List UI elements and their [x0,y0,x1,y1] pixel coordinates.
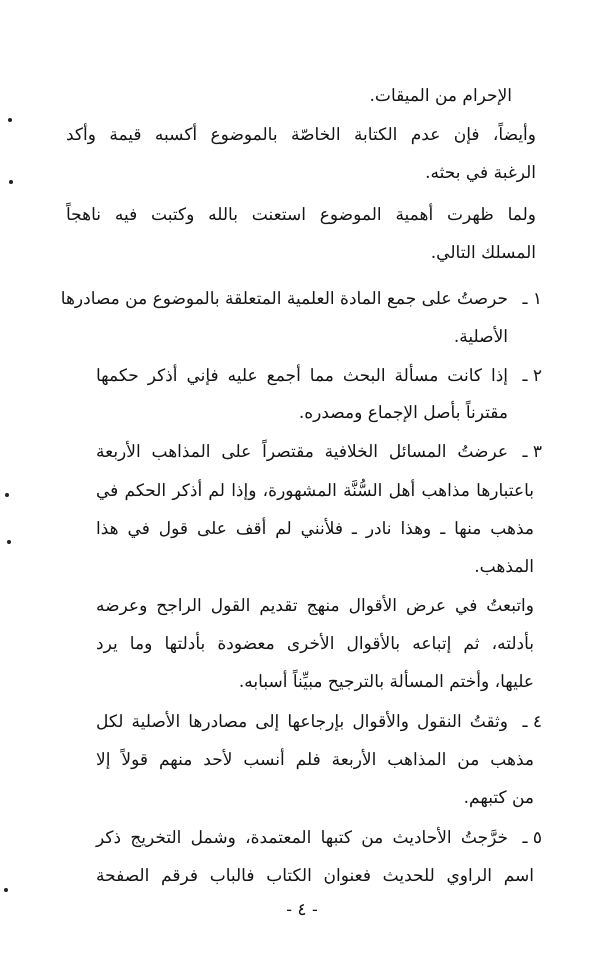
list-item-number: ٣ ـ [522,442,542,462]
text-line: المذهب. [474,557,534,577]
scan-speck [7,540,11,544]
text-line: وأيضاً، فإن عدم الكتابة الخاصّة بالموضوع أكسبه قيمة وأكد [66,125,536,145]
text-line: من كتبهم. [463,788,534,808]
scan-speck [9,180,13,184]
text-line: عليها، وأختم المسألة بالترجيح مبيِّناً أسبابه. [238,672,534,692]
scan-speck [8,118,12,122]
text-line: وثقتُ النقول والأقوال بإرجاعها إلى مصادرها الأصلية لكل [96,712,508,732]
text-line: عرضتُ المسائل الخلافية مقتصراً على المذاهب الأربعة [96,442,508,462]
text-line: مذهب منها ـ وهذا نادر ـ فلأنني لم أقف على قول في هذا [96,519,534,539]
text-line: الأصلية. [453,327,508,347]
text-line: واتبعتُ في عرض الأقوال منهج تقديم القول الراجح وعرضه [96,596,534,616]
text-line: مقترناً بأصل الإجماع ومصدره. [298,403,508,423]
text-line: حرصتُ على جمع المادة العلمية المتعلقة بالموضوع من مصادرها [60,289,508,309]
text-line: المسلك التالي. [430,243,536,263]
text-line: ولما ظهرت أهمية الموضوع استعنت بالله وكتبت فيه ناهجاً [66,205,536,225]
text-line: الإحرام من الميقات. [369,86,512,106]
text-line: خرَّجتُ الأحاديث من كتبها المعتمدة، وشمل التخريج ذكر [96,828,508,848]
list-item-number: ٤ ـ [522,712,542,732]
list-item-number: ١ ـ [522,289,542,309]
text-line: بأدلته، ثم إتباعه بالأقوال الأخرى معضودة بأدلتها وما يرد [96,634,534,654]
text-line: مذهب من المذاهب الأربعة فلم أنسب لأحد منهم قولاً إلا [96,750,534,770]
list-item-number: ٢ ـ [522,366,542,386]
text-line: الرغبة في بحثه. [425,163,536,183]
text-line: إذا كانت مسألة البحث مما أجمع عليه فإني أذكر حكمها [96,366,508,386]
scan-speck [4,888,8,892]
scan-speck [5,493,9,497]
page-number: - ٤ - [286,900,318,920]
text-line: اسم الراوي للحديث فعنوان الكتاب فالباب فرقم الصفحة [96,866,534,886]
text-line: باعتبارها مذاهب أهل السُّنَّة المشهورة، وإذا لم أذكر الحكم في [96,481,534,501]
list-item-number: ٥ ـ [522,828,542,848]
